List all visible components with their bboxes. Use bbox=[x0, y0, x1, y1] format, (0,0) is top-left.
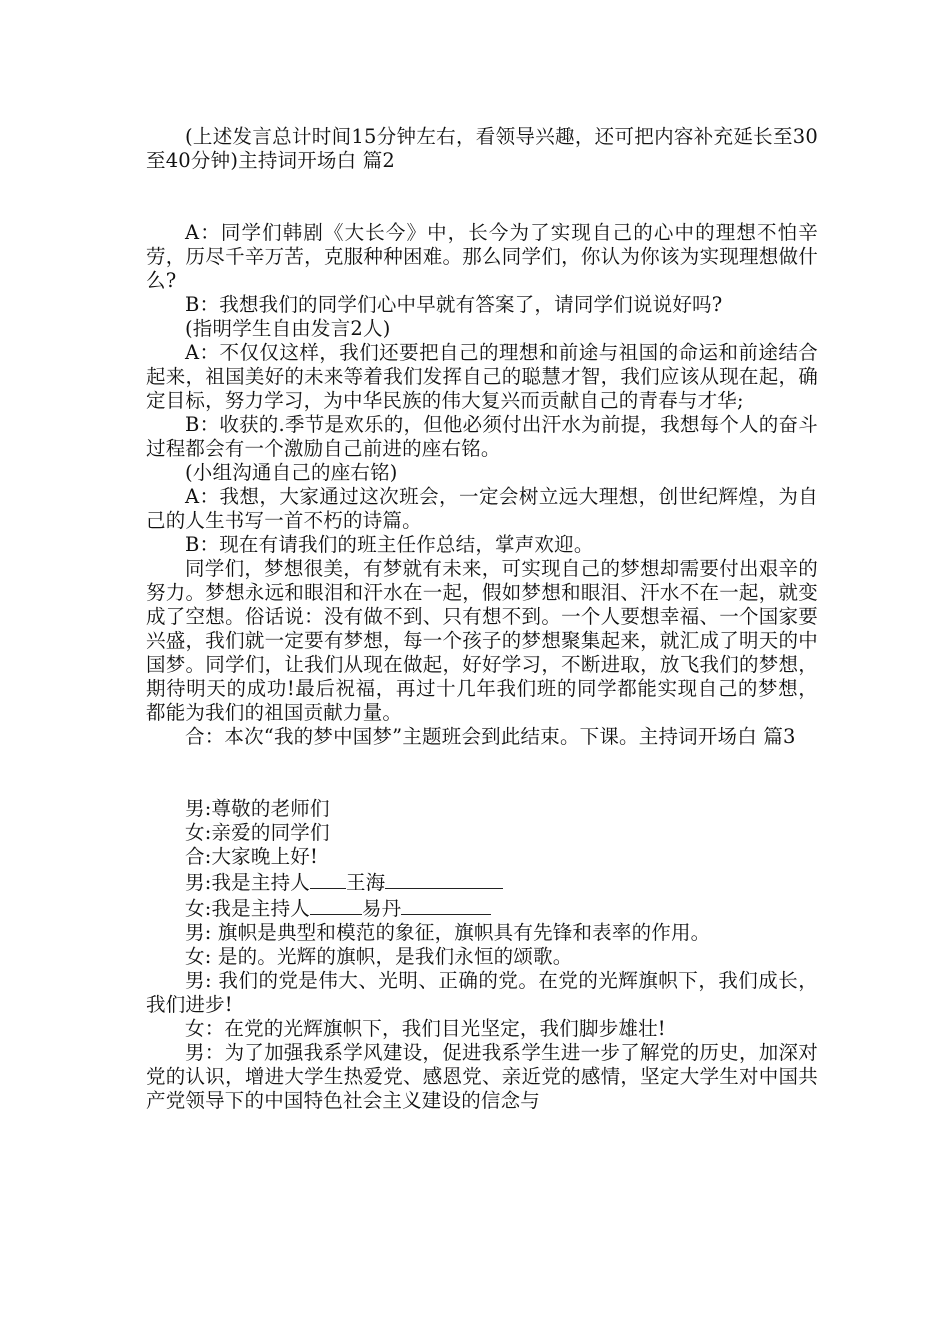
paragraph-b-teacher: B：现在有请我们的班主任作总结，掌声欢迎。 bbox=[185, 533, 594, 556]
paragraph-a-meeting: A：我想，大家通过这次班会，一定会树立远大理想，创世纪辉煌，为自己的人生书写一首不朽的诗篇。 bbox=[146, 485, 818, 532]
section-gap bbox=[146, 173, 818, 221]
host-name: 王海 bbox=[345, 871, 386, 894]
blank-underline bbox=[385, 869, 503, 889]
paragraph-female-host bbox=[146, 895, 818, 921]
paragraph-b-harvest: B：收获的.季节是欢乐的，但他必须付出汗水为前提，我想每个人的奋斗过程都会有一个激励自己前进的座右铭。 bbox=[146, 413, 818, 460]
paragraph-teacher-summary: 同学们，梦想很美，有梦就有未来，可实现自己的梦想却需要付出艰辛的努力。梦想永远和眼泪和汗水在一起，假如梦想和眼泪、汗水不在一起，就变成了空想。俗话说：没有做不到、只有想不到。一个人要想幸福、一个国家要兴盛，我们就一定要有梦想，每一个孩子的梦想聚集起来，就汇成了明天的中国梦。同学们，让我们从现在做起，好好学习，不断进取，放飞我们的梦想，期待明天的成功!最后祝福，再过十几年我们班的同学都能实现自己的梦想，都能为我们的祖国贡献力量。 bbox=[146, 557, 818, 724]
document-body bbox=[146, 125, 818, 1113]
paragraph-closing: 合：本次“我的梦中国梦”主题班会到此结束。下课。主持词开场白 篇3 bbox=[185, 725, 796, 748]
paragraph-male-party: 男: 我们的党是伟大、光明、正确的党。在党的光辉旗帜下，我们成长，我们进步! bbox=[146, 969, 818, 1016]
paragraph-female-banner: 女: 是的。光辉的旗帜，是我们永恒的颂歌。 bbox=[185, 945, 573, 968]
paragraph-female-greeting: 女:亲爱的同学们 bbox=[185, 821, 330, 844]
paragraph-male-purpose: 男：为了加强我系学风建设，促进我系学生进一步了解党的历史，加深对党的认识，增进大学生热爱党、感恩党、亲近党的感情，坚定大学生对中国共产党领导下的中国特色社会主义建设的信念与 bbox=[146, 1041, 818, 1112]
paragraph-male-banner: 男: 旗帜是典型和模范的象征，旗帜具有先锋和表率的作用。 bbox=[185, 921, 711, 944]
blank-underline bbox=[401, 895, 491, 915]
paragraph-instruction-speak: (指明学生自由发言2人) bbox=[185, 317, 391, 340]
paragraph-male-greeting: 男:尊敬的老师们 bbox=[185, 797, 330, 820]
paragraph-a-future: A：不仅仅这样，我们还要把自己的理想和前途与祖国的命运和前途结合起来，祖国美好的未来等着我们发挥自己的聪慧才智，我们应该从现在起，确定目标，努力学习，为中华民族的伟大复兴而贡献自己的青春与才华; bbox=[146, 341, 818, 412]
paragraph-a-dream: A：同学们韩剧《大长今》中，长今为了实现自己的心中的理想不怕辛劳，历尽千辛万苦，克服种种困难。那么同学们，你认为你该为实现理想做什么? bbox=[146, 221, 818, 292]
paragraph-joint-greeting: 合:大家晚上好! bbox=[185, 845, 319, 868]
section-gap bbox=[146, 749, 818, 797]
paragraph-female-party: 女：在党的光辉旗帜下，我们目光坚定，我们脚步雄壮! bbox=[185, 1017, 666, 1040]
paragraph-note-duration: (上述发言总计时间15分钟左右，看领导兴趣，还可把内容补充延长至30至40分钟)主持词开场白 篇2 bbox=[146, 125, 818, 172]
host-intro-text: 女:我是主持人 bbox=[185, 897, 310, 920]
paragraph-instruction-motto: (小组沟通自己的座右铭) bbox=[185, 461, 398, 484]
paragraph-male-host bbox=[146, 869, 818, 895]
host-intro-text: 男:我是主持人 bbox=[185, 871, 310, 894]
host-name: 易丹 bbox=[361, 897, 402, 920]
paragraph-b-answer: B：我想我们的同学们心中早就有答案了，请同学们说说好吗? bbox=[185, 293, 723, 316]
blank-underline bbox=[310, 895, 362, 915]
blank-underline bbox=[310, 869, 346, 889]
